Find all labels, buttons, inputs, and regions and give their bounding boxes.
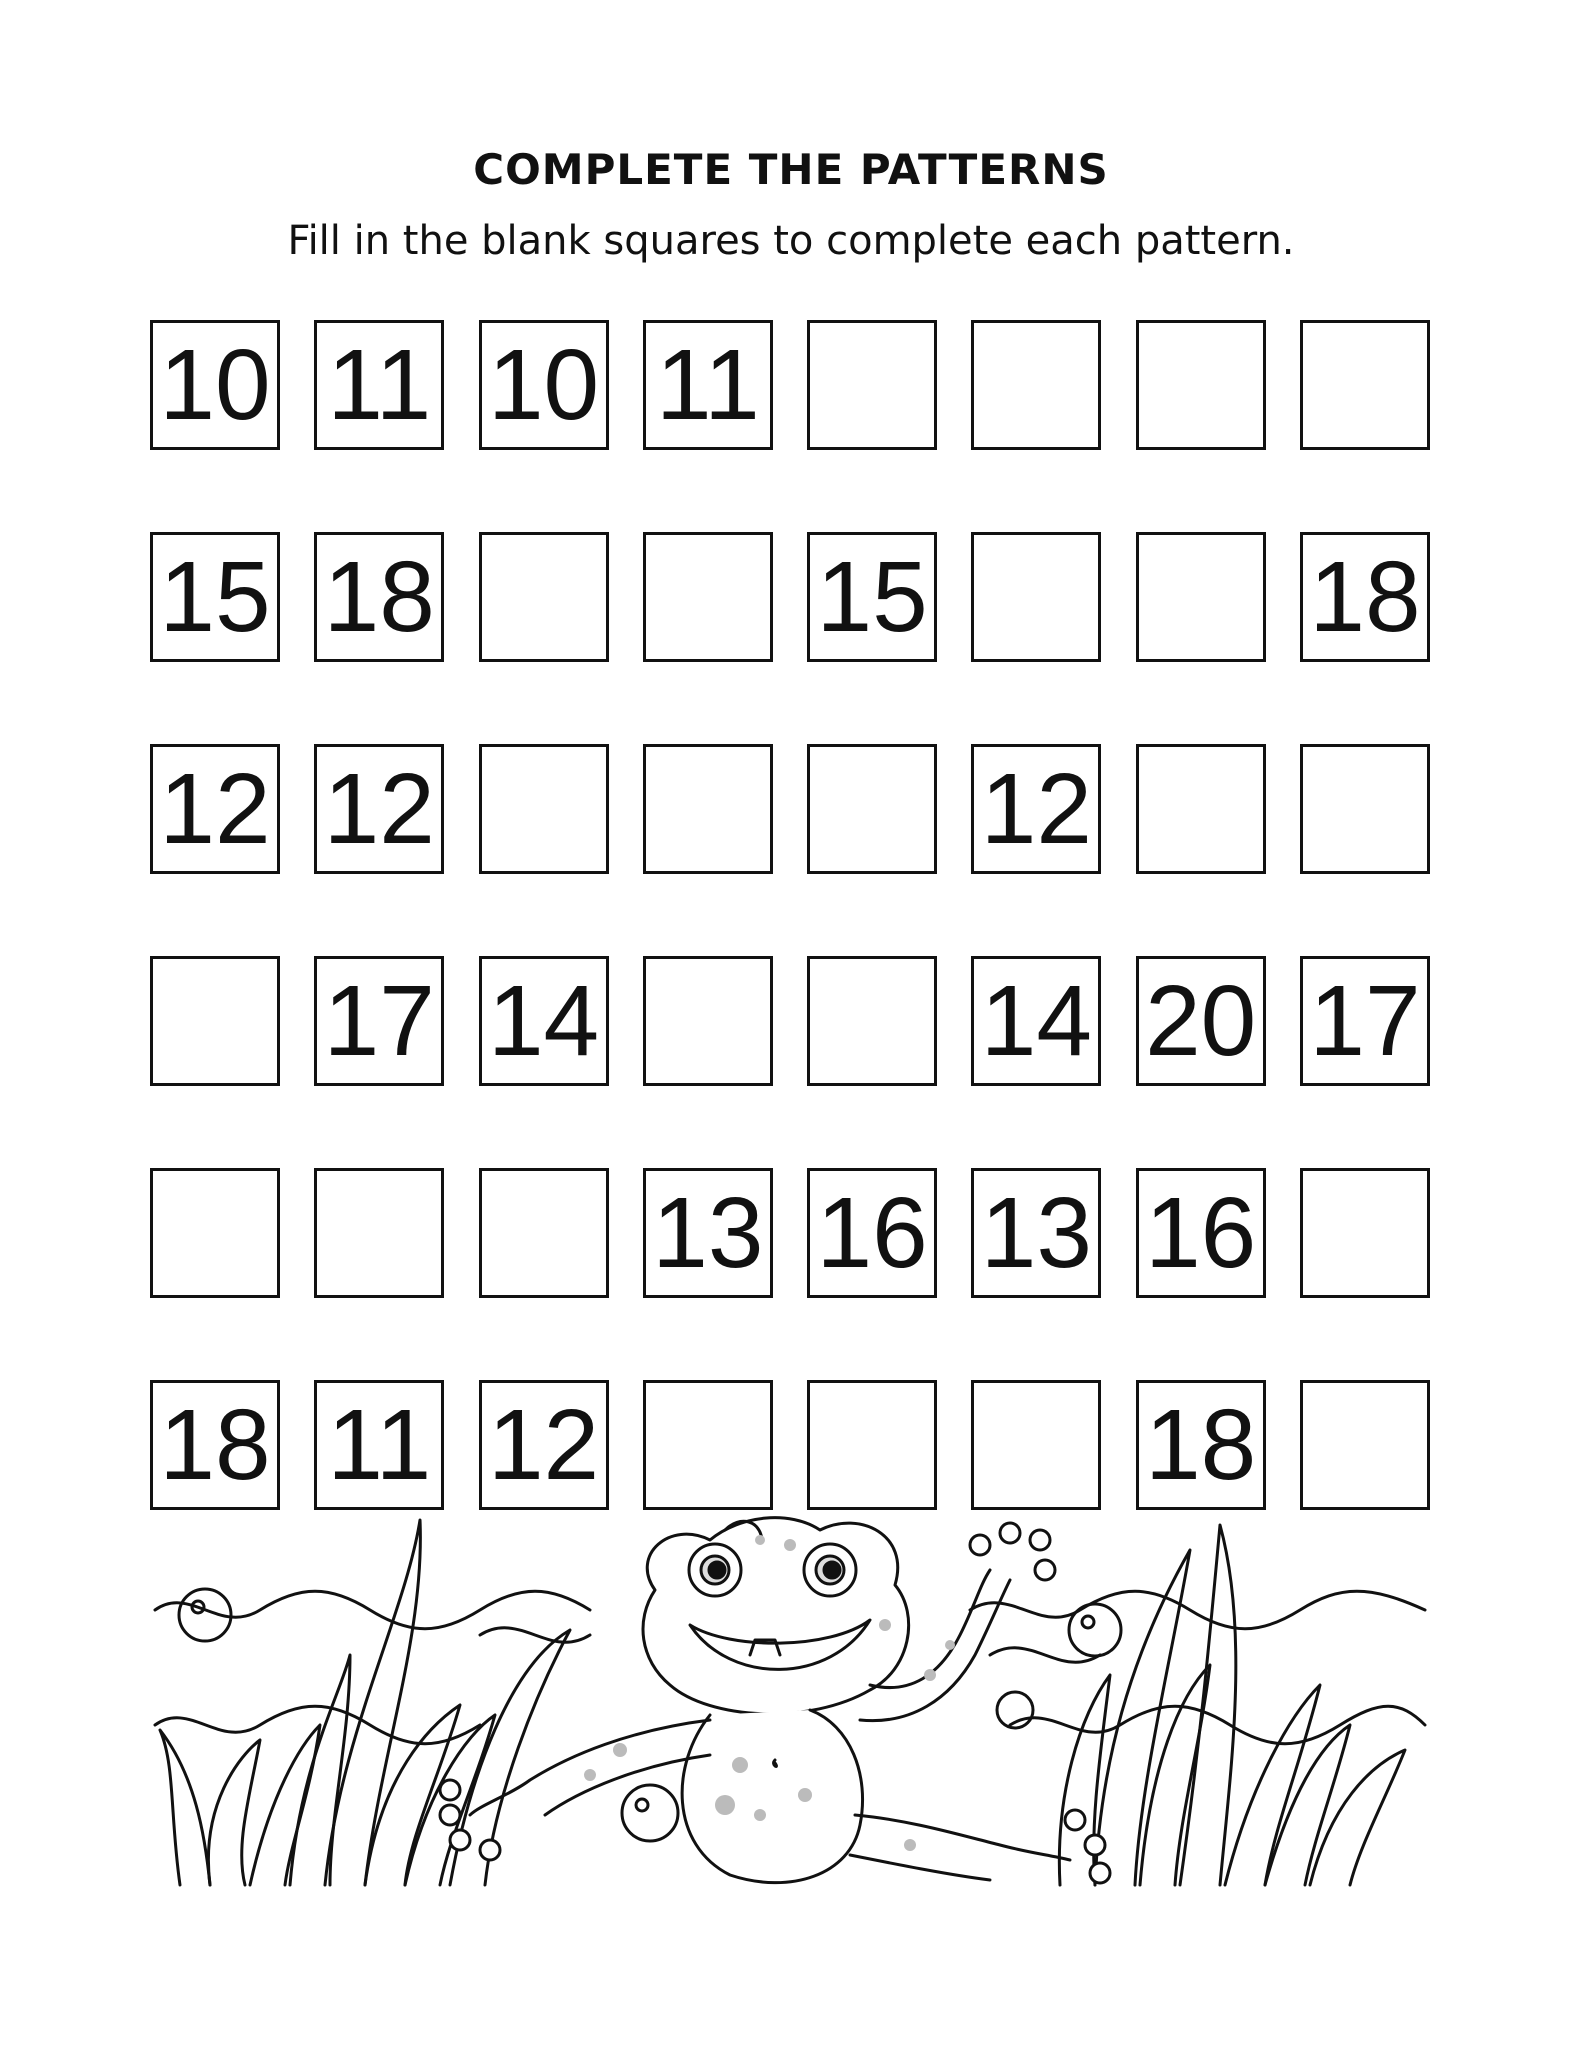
blank-square[interactable] (643, 744, 773, 874)
page-title: COMPLETE THE PATTERNS (473, 145, 1109, 194)
pattern-row (150, 956, 1430, 1086)
blank-square[interactable] (314, 1168, 444, 1298)
number-square: 15 (807, 532, 937, 662)
pattern-grid (150, 320, 1430, 1592)
number-square: 16 (807, 1168, 937, 1298)
blank-square[interactable] (643, 956, 773, 1086)
blank-square[interactable] (1300, 1168, 1430, 1298)
pattern-row (150, 320, 1430, 450)
blank-square[interactable] (479, 1168, 609, 1298)
blank-square[interactable] (971, 532, 1101, 662)
number-square: 12 (314, 744, 444, 874)
pattern-row (150, 1380, 1430, 1510)
blank-square[interactable] (1136, 532, 1266, 662)
number-square: 10 (150, 320, 280, 450)
blank-square[interactable] (807, 744, 937, 874)
blank-square[interactable] (150, 956, 280, 1086)
number-square: 11 (314, 1380, 444, 1510)
instructions: Fill in the blank squares to complete each pattern. (287, 218, 1295, 264)
blank-square[interactable] (479, 532, 609, 662)
blank-square[interactable] (643, 1380, 773, 1510)
blank-square[interactable] (971, 1380, 1101, 1510)
blank-square[interactable] (479, 744, 609, 874)
number-square: 17 (1300, 956, 1430, 1086)
blank-square[interactable] (1300, 744, 1430, 874)
number-square: 16 (1136, 1168, 1266, 1298)
blank-square[interactable] (1136, 744, 1266, 874)
blank-square[interactable] (807, 320, 937, 450)
blank-square[interactable] (150, 1168, 280, 1298)
grass-right-icon (1059, 1525, 1405, 1885)
number-square: 13 (643, 1168, 773, 1298)
blank-square[interactable] (1136, 320, 1266, 450)
number-square: 14 (479, 956, 609, 1086)
number-square: 15 (150, 532, 280, 662)
pattern-row (150, 532, 1430, 662)
number-square: 13 (971, 1168, 1101, 1298)
number-square: 11 (643, 320, 773, 450)
number-square: 20 (1136, 956, 1266, 1086)
number-square: 12 (479, 1380, 609, 1510)
number-square: 10 (479, 320, 609, 450)
number-square: 17 (314, 956, 444, 1086)
pattern-row (150, 1168, 1430, 1298)
number-square: 18 (1136, 1380, 1266, 1510)
pattern-row (150, 744, 1430, 874)
blank-square[interactable] (807, 1380, 937, 1510)
grass-left-icon (160, 1520, 570, 1885)
blank-square[interactable] (1300, 320, 1430, 450)
frog-illustration (150, 1515, 1430, 1895)
blank-square[interactable] (807, 956, 937, 1086)
blank-square[interactable] (643, 532, 773, 662)
number-square: 18 (150, 1380, 280, 1510)
number-square: 14 (971, 956, 1101, 1086)
number-square: 12 (150, 744, 280, 874)
blank-square[interactable] (1300, 1380, 1430, 1510)
number-square: 18 (314, 532, 444, 662)
blank-square[interactable] (971, 320, 1101, 450)
number-square: 12 (971, 744, 1101, 874)
number-square: 18 (1300, 532, 1430, 662)
number-square: 11 (314, 320, 444, 450)
frog-icon (440, 1518, 1110, 1883)
